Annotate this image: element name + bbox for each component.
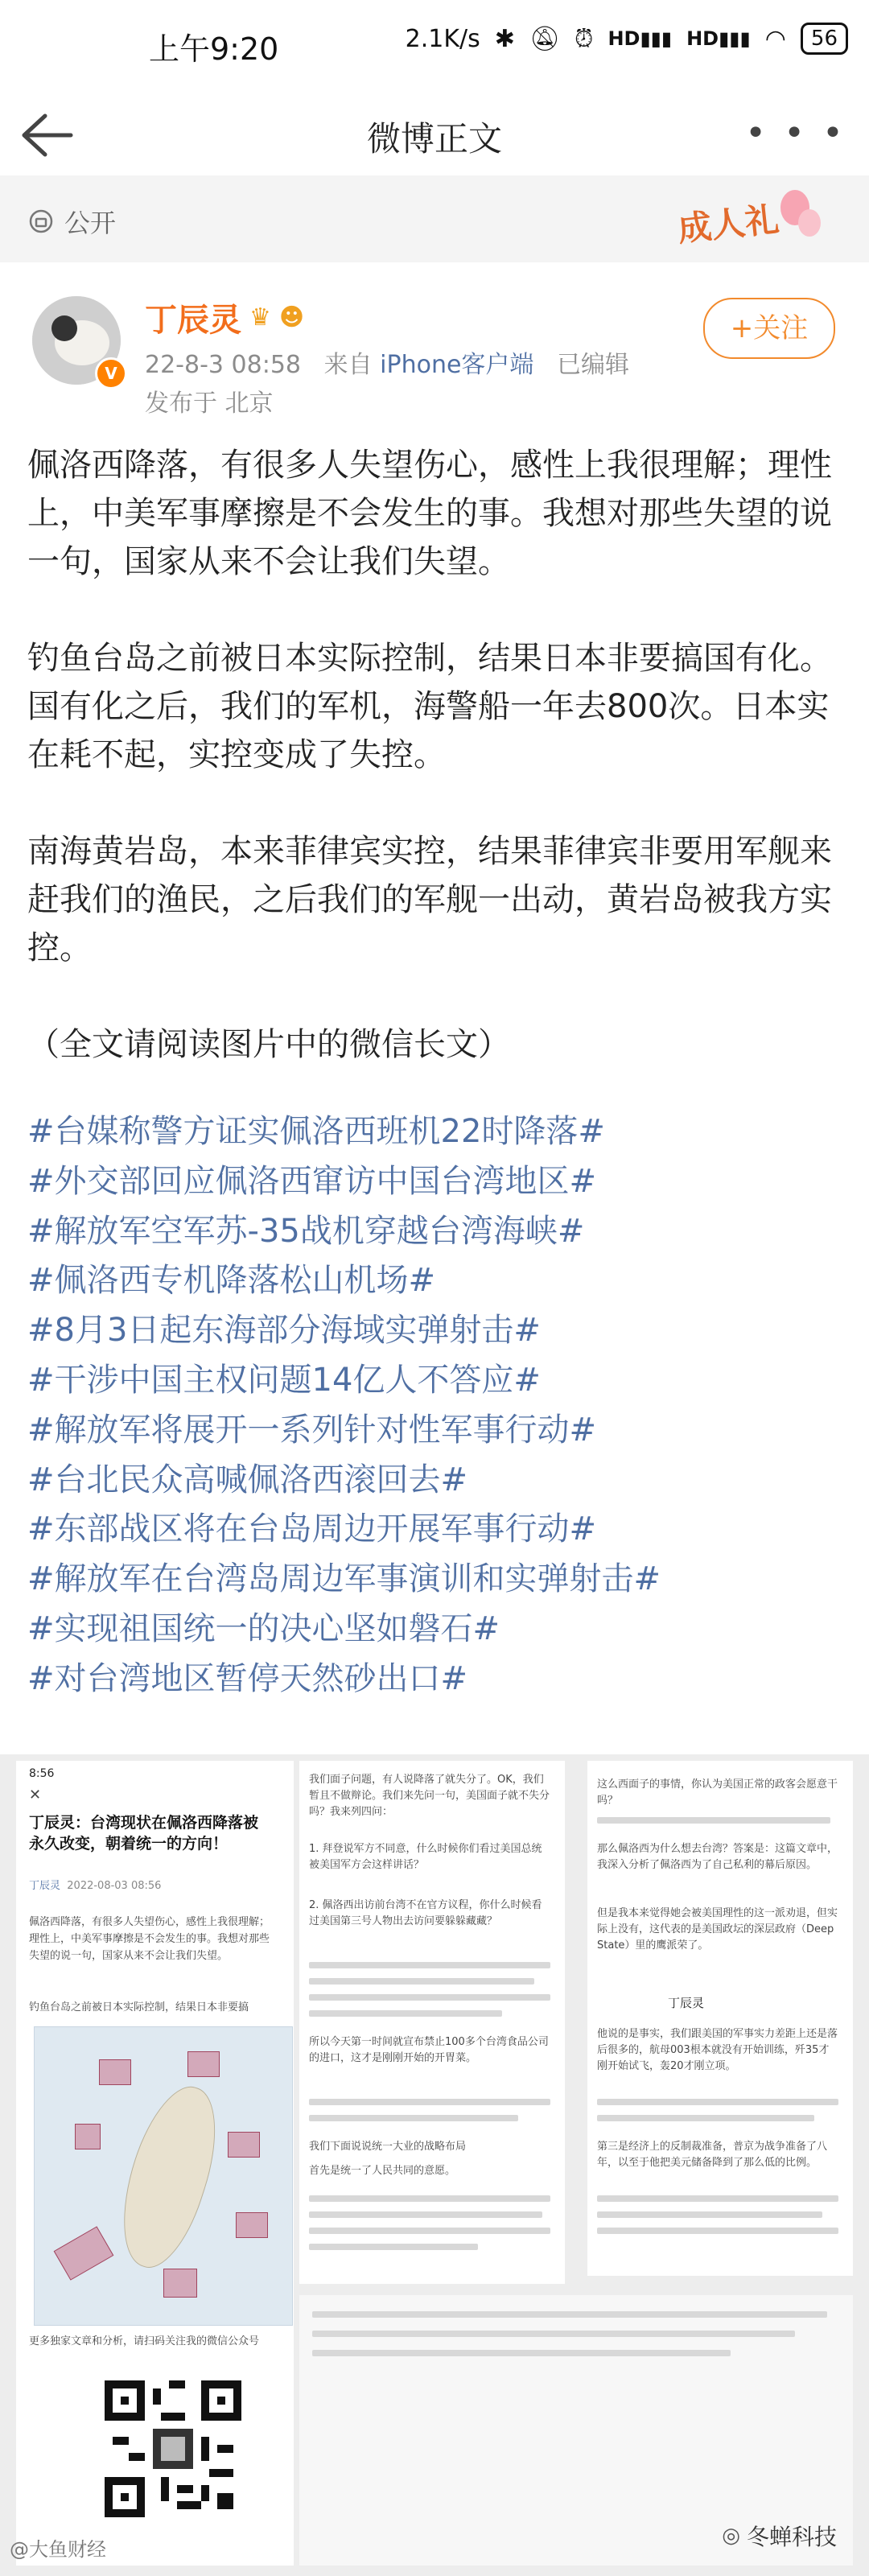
more-options-icon[interactable]: • • • [745, 113, 846, 154]
article-text: 我们面子问题，有人说降落了就失分了。OK，我们暂且不做辩论。我们来先问一句，美国面子就不失分吗？我来列四问： [309, 1774, 550, 1818]
wechat-qr-code [105, 2380, 241, 2517]
hashtag-link[interactable]: #东部战区将在台岛周边开展军事行动# [27, 1511, 597, 1548]
mute-icon: 🔕︎ [529, 24, 561, 53]
exercise-zone [75, 2124, 101, 2149]
coming-of-age-badge [660, 183, 821, 254]
app-bar [0, 95, 869, 175]
article-text: 2. 佩洛西出访前台湾不在官方议程，你什么时候看过美国第三号人物出去访问要躲躲藏藏？ [309, 1899, 542, 1927]
article-text: 我们下面说说统一大业的战略布局 [309, 2141, 467, 2153]
exercise-zone [236, 2212, 268, 2238]
hashtag-link[interactable]: #干涉中国主权问题14亿人不答应# [27, 1361, 541, 1399]
article-screenshot-1 [16, 1761, 294, 2566]
text-line [309, 1962, 550, 1968]
hashtag-link[interactable]: #解放军在台湾岛周边军事演训和实弹射击# [27, 1560, 661, 1598]
hashtag-link[interactable]: #佩洛西专机降落松山机场# [27, 1262, 436, 1300]
badge-text: 成人礼 [676, 199, 781, 249]
text-line [597, 2099, 838, 2105]
page-title: 微博正文 [366, 119, 502, 159]
visibility-indicator [27, 203, 116, 240]
text-line [309, 1978, 534, 1985]
post-body [27, 441, 840, 1069]
close-icon: ✕ [29, 1787, 42, 1803]
fan-badge-icon: ☻ [278, 303, 305, 332]
hashtag-link[interactable]: #实现祖国统一的决心坚如磐石# [27, 1609, 500, 1647]
exercise-zone [54, 2226, 114, 2280]
article-text: 第三是经济上的反制裁准备，普京为战争准备了八年，以至于他把美元储备降到了那么低的比例。 [597, 2141, 828, 2169]
taiwan-island-shape [104, 2076, 233, 2277]
text-line [309, 2228, 550, 2234]
text-line [309, 1994, 550, 2001]
article-text: 首先是统一了人民共同的意愿。 [309, 2165, 456, 2177]
crown-icon: ♛ [249, 303, 271, 332]
wechat-logo-icon: ◎ [722, 2524, 740, 2548]
article-title: 丁辰灵：台湾现状在佩洛西降落被永久改变，朝着统一的方向！ [29, 1814, 259, 1853]
bluetooth-icon: ✱ [494, 24, 515, 53]
hashtag-link[interactable]: #台媒称警方证实佩洛西班机22时降落# [27, 1113, 605, 1150]
article-text: 他说的是事实，我们跟美国的军事实力差距上还是落后很多的，航母003根本就没有开始训练，歼35才刚开始试飞，轰20才刚立项。 [597, 2028, 838, 2072]
article-footer: 更多独家文章和分析，请扫码关注我的微信公众号 [29, 2335, 260, 2347]
text-line [597, 1817, 830, 1824]
text-line [597, 2195, 838, 2202]
screenshot-time: 8:56 [29, 1767, 55, 1780]
attached-image[interactable] [0, 1754, 869, 2576]
watermark [722, 2520, 837, 2552]
status-bar [0, 0, 869, 95]
hashtag-link[interactable]: #对台湾地区暂停天然砂出口# [27, 1659, 468, 1697]
text-line [309, 2010, 502, 2017]
author-name[interactable]: 丁辰灵 [145, 302, 241, 339]
visibility-label: 公开 [64, 208, 117, 238]
exercise-zone [228, 2132, 260, 2158]
balloon-icon-2 [798, 209, 821, 237]
article-text: 1. 拜登说军方不同意，什么时候你们看过美国总统被美国军方会这样讲话？ [309, 1843, 542, 1871]
battery-icon: 56 [801, 23, 848, 55]
text-line [309, 2211, 542, 2218]
text-line [309, 2099, 550, 2105]
post-meta [145, 344, 629, 380]
article-screenshot-3 [587, 1761, 853, 2276]
post-paragraph: 钓鱼台岛之前被日本实际控制，结果日本非要搞国有化。国有化之后，我们的军机，海警船一年去800次。日本实在耗不起，实控变成了失控。 [27, 640, 832, 773]
article-text: 所以今天第一时间就宣布禁止100多个台湾食品公司的进口，这才是刚刚开始的开胃菜。 [309, 2036, 549, 2064]
author-header [0, 262, 869, 431]
text-line [312, 2331, 795, 2337]
text-line [597, 2211, 822, 2218]
hashtag-link[interactable]: #台北民众高喊佩洛西滚回去# [27, 1461, 468, 1498]
author-name-row[interactable] [145, 295, 304, 340]
status-time: 上午9:20 [149, 31, 279, 67]
hashtag-link[interactable]: #8月3日起东海部分海域实弹射击# [27, 1312, 541, 1350]
alarm-icon: ⏰︎ [575, 24, 594, 53]
hashtag-link[interactable]: #解放军空军苏-35战机穿越台湾海峡# [27, 1212, 585, 1250]
hashtag-link[interactable]: #外交部回应佩洛西窜访中国台湾地区# [27, 1162, 597, 1200]
hashtag-link[interactable]: #解放军将展开一系列针对性军事行动# [27, 1411, 597, 1449]
hashtag-list [27, 1107, 848, 1704]
follow-button[interactable]: +关注 [703, 298, 835, 359]
post-paragraph: （全文请阅读图片中的微信长文） [27, 1026, 510, 1063]
post-location: 发布于 北京 [145, 389, 274, 418]
article-byline: 丁辰灵 2022-08-03 08:56 [29, 1880, 162, 1892]
article-excerpt: 佩洛西降落，有很多人失望伤心，感性上我很理解；理性上，中美军事摩擦是不会发生的事。我想对那些失望的说一句，国家从来不会让我们失望。 [29, 1916, 270, 1962]
article-text: 但是我本来觉得她会被美国理性的这一派劝退，但实际上没有，这代表的是美国政坛的深层政府（Deep State）里的鹰派荣了。 [597, 1907, 838, 1952]
text-line [312, 2350, 731, 2356]
lock-icon [27, 208, 55, 235]
verified-badge-icon: V [95, 357, 127, 389]
exercise-zone [187, 2051, 220, 2077]
source-prefix: 来自 [323, 351, 373, 379]
text-line [309, 2195, 550, 2202]
status-icons [406, 23, 848, 55]
post-paragraph: 佩洛西降落，有很多人失望伤心，感性上我很理解；理性上，中美军事摩擦是不会发生的事。我想对那些失望的说一句，国家从来不会让我们失望。 [27, 447, 832, 580]
signal-icon-2: HD▮▮▮ [686, 27, 751, 50]
article-screenshot-2 [299, 1761, 565, 2284]
net-speed: 2.1K/s [405, 24, 480, 53]
text-line [309, 2115, 518, 2121]
article-excerpt-2: 钓鱼台岛之前被日本实际控制，结果日本非要搞 [29, 2001, 249, 2013]
watermark-text: 冬蝉科技 [746, 2524, 837, 2550]
wifi-icon: ◠ [764, 24, 786, 53]
text-line [312, 2311, 827, 2318]
signal-icon: HD▮▮▮ [607, 27, 673, 50]
exercise-zone [99, 2059, 131, 2085]
text-line [309, 2244, 478, 2250]
article-author-name: 丁辰灵 [668, 1996, 705, 2010]
corner-watermark: @大鱼财经 [10, 2538, 106, 2561]
article-text: 这么西面子的事情，你认为美国正常的政客会愿意干吗？ [597, 1778, 838, 1807]
article-text: 那么佩洛西为什么想去台湾？答案是：这篇文章中，我深入分析了佩洛西为了自己私利的幕后原因。 [597, 1843, 838, 1871]
source-client-link[interactable]: iPhone客户端 [380, 351, 534, 379]
exercise-zone [163, 2269, 197, 2298]
post-paragraph: 南海黄岩岛，本来菲律宾实控，结果菲律宾非要用军舰来赶我们的渔民，之后我们的军舰一出动，黄岩岛被我方实控。 [27, 833, 832, 967]
text-line [597, 2115, 814, 2121]
visibility-band [0, 175, 869, 262]
text-line [597, 2228, 838, 2234]
edited-label[interactable]: 已编辑 [557, 351, 630, 379]
post-date: 22-8-3 08:58 [145, 351, 301, 379]
taiwan-map-image [34, 2026, 293, 2326]
